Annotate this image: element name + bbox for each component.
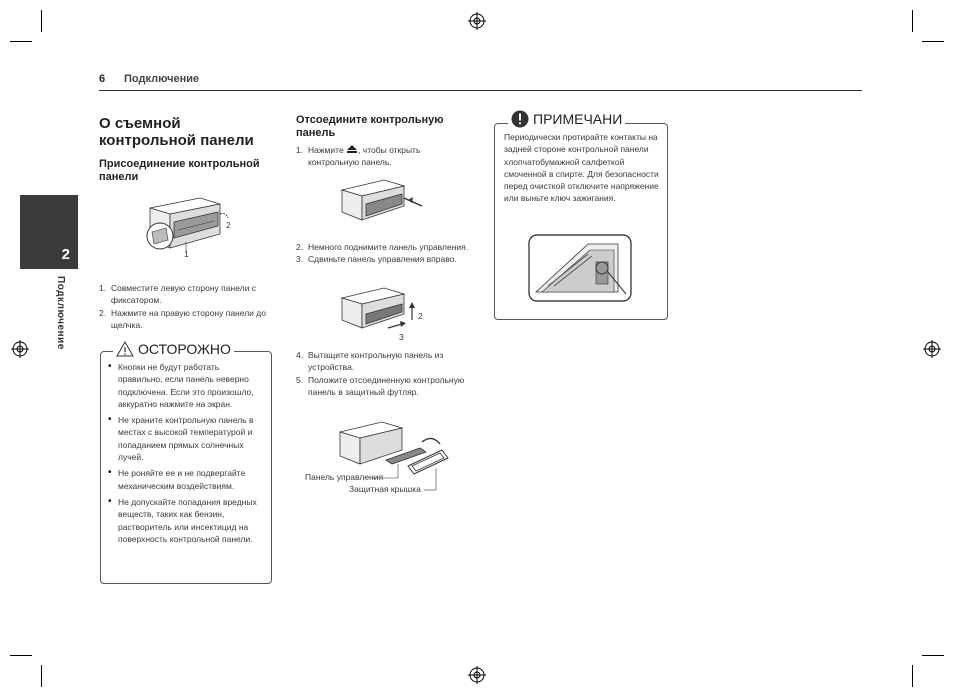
crop-mark xyxy=(41,665,42,687)
callout-2: 2 xyxy=(418,311,423,321)
section-title: Подключение xyxy=(124,73,200,85)
crop-mark xyxy=(922,655,944,656)
crop-mark xyxy=(10,655,32,656)
lift-slide-illustration xyxy=(338,284,438,342)
chapter-number: 2 xyxy=(61,246,70,263)
list-item: • Не храните контрольную панель в местах с высокой температурой и попаданием прямых солнечных лучей. xyxy=(108,414,264,463)
caution-list xyxy=(108,361,264,549)
callout-2: 2 xyxy=(226,220,231,230)
list-item: 2. Нажмите на правую сторону панели до щелчка. xyxy=(99,307,266,330)
crop-mark xyxy=(41,10,42,32)
registration-mark-icon xyxy=(468,12,486,30)
warning-triangle-icon xyxy=(116,341,134,357)
attach-subtitle: Присоединение контрольной панели xyxy=(99,158,260,183)
list-item: 5. Положите отсоединенную контрольную панель в защитный футляр. xyxy=(296,374,465,397)
page-title: О съемной контрольной панели xyxy=(99,115,254,149)
crop-mark xyxy=(922,41,944,42)
list-item: 3. Сдвиньте панель управления вправо. xyxy=(296,254,457,265)
label-control-panel: Панель управления xyxy=(305,472,384,482)
list-item: • Кнопки не будут работать правильно, если панель неверно подключена. Если это произошло, аккуратно нажмите на экран. xyxy=(108,361,264,410)
detach-steps-2-3 xyxy=(296,241,472,266)
caution-heading: ОСТОРОЖНО xyxy=(113,341,234,357)
crop-mark xyxy=(10,41,32,42)
label-protective-case: Защитная крышка xyxy=(349,484,421,494)
list-item: • Не допускайте попадания вредных веществ, таких как бензин, растворитель или инсектицид на поверхность контрольной панели. xyxy=(108,496,264,545)
registration-mark-icon xyxy=(11,340,29,358)
header-rule xyxy=(99,90,862,91)
list-item: 2. Немного поднимите панель управления. xyxy=(296,242,469,252)
detach-steps-4-5 xyxy=(296,349,466,398)
attach-steps xyxy=(99,282,271,331)
detach-subtitle: Отсоедините контрольную панель xyxy=(296,114,444,139)
panel-back-contacts-illustration xyxy=(528,234,632,302)
registration-mark-icon xyxy=(923,340,941,358)
list-item: 4. Вытащите контрольную панель из устройства. xyxy=(296,350,444,373)
registration-mark-icon xyxy=(468,666,486,684)
note-text: Периодически протирайте контакты на задней стороне контрольной панели хлопчатобумажной салфеткой смоченной в спирте. Для безопасности перед очисткой отключите напряжение или выньте ключ зажигания. xyxy=(504,132,659,204)
callout-3: 3 xyxy=(399,332,404,342)
open-panel-illustration xyxy=(338,176,438,228)
attach-panel-illustration xyxy=(140,190,240,262)
note-heading: ПРИМЕЧАНИ xyxy=(508,110,625,128)
detach-step-1: 1. Нажмите , чтобы открыть контрольную панель. xyxy=(296,145,421,168)
list-item: • Не роняйте ее и не подвергайте механическим воздействиям. xyxy=(108,467,264,492)
callout-1: 1 xyxy=(184,249,189,259)
list-item: 1. Совместите левую сторону панели с фиксатором. xyxy=(99,283,256,306)
chapter-label: Подключение xyxy=(55,276,66,350)
page-number: 6 xyxy=(99,73,106,85)
eject-icon xyxy=(346,145,358,154)
crop-mark xyxy=(912,10,913,32)
chapter-tab xyxy=(20,195,78,269)
crop-mark xyxy=(912,665,913,687)
exclamation-icon xyxy=(511,110,529,128)
